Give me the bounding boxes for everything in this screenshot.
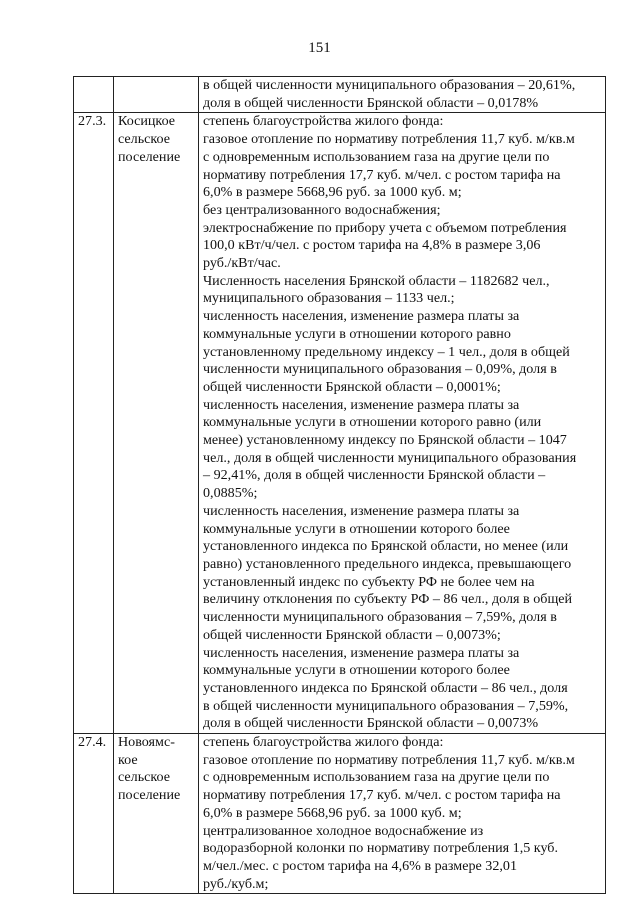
settlement-name-line: сельское bbox=[118, 769, 171, 786]
description-line: численность населения, изменение размера платы за bbox=[203, 308, 520, 325]
description-line: численности муниципального образования – 7,59%, доля в bbox=[203, 609, 557, 626]
description-line: величину отклонения по субъекту РФ – 86 чел., доля в общей bbox=[203, 591, 573, 608]
description-line: установленному предельному индексу – 1 чел., доля в общей bbox=[203, 343, 570, 360]
description-line: равно) установленного предельного индекса, превышающего bbox=[203, 555, 572, 572]
description-line: менее) установленному индексу по Брянской области – 1047 bbox=[203, 432, 567, 449]
description-line: коммунальные услуги в отношении которого равно bbox=[203, 325, 511, 342]
description-line: централизованное холодное водоснабжение из bbox=[203, 822, 484, 839]
description-line: коммунальные услуги в отношении которого более bbox=[203, 520, 510, 537]
description-line: 6,0% в размере 5668,96 руб. за 1000 куб. м; bbox=[203, 804, 462, 821]
description-line: в общей численности муниципального образования – 7,59%, bbox=[203, 697, 569, 714]
description-line: общей численности Брянской области – 0,0001%; bbox=[203, 378, 501, 395]
description-line: установленный индекс по субъекту РФ не более чем на bbox=[203, 573, 535, 590]
description-line: газовое отопление по нормативу потребления 11,7 куб. м/кв.м bbox=[203, 131, 575, 148]
description-line: электроснабжение по прибору учета с объемом потребления bbox=[203, 219, 567, 236]
table-body bbox=[74, 77, 606, 894]
description-line: газовое отопление по нормативу потребления 11,7 куб. м/кв.м bbox=[203, 751, 575, 768]
settlement-name-line: поселение bbox=[118, 148, 181, 165]
description-line: коммунальные услуги в отношении которого более bbox=[203, 662, 510, 679]
settlement-name-line: поселение bbox=[118, 787, 181, 804]
description-line: – 92,41%, доля в общей численности Брянской области – bbox=[203, 467, 546, 484]
description-line: 0,0885%; bbox=[203, 485, 258, 502]
settlement-name-cell bbox=[114, 734, 199, 894]
description-line: доля в общей численности Брянской области – 0,0073% bbox=[203, 715, 539, 732]
row-number: 27.4. bbox=[78, 734, 107, 751]
description-line: доля в общей численности Брянской области – 0,0178% bbox=[203, 94, 539, 111]
description-line: численность населения, изменение размера платы за bbox=[203, 396, 520, 413]
description-line: численность населения, изменение размера платы за bbox=[203, 644, 520, 661]
settlement-name-line: Новоямс- bbox=[118, 734, 175, 751]
description-line: с одновременным использованием газа на другие цели по bbox=[203, 769, 550, 786]
description-line: коммунальные услуги в отношении которого равно (или bbox=[203, 414, 542, 431]
description-line: водоразборной колонки по нормативу потребления 1,5 куб. bbox=[203, 840, 559, 857]
description-line: нормативу потребления 17,7 куб. м/чел. с ростом тарифа на bbox=[203, 166, 561, 183]
description-line: м/чел./мес. с ростом тарифа на 4,6% в размере 32,01 bbox=[203, 857, 517, 874]
description-line: без централизованного водоснабжения; bbox=[203, 201, 441, 218]
description-line: руб./куб.м; bbox=[203, 875, 269, 892]
row-number-cell bbox=[74, 77, 114, 113]
row-number-cell bbox=[74, 734, 114, 894]
description-line: степень благоустройства жилого фонда: bbox=[203, 734, 444, 751]
settlement-name-line: кое bbox=[118, 751, 138, 768]
tariff-table bbox=[73, 76, 606, 894]
row-number: 27.3. bbox=[78, 113, 107, 130]
page-number: 151 bbox=[308, 40, 331, 56]
description-line: в общей численности муниципального образования – 20,61%, bbox=[203, 77, 576, 93]
description-line: муниципального образования – 1133 чел.; bbox=[203, 290, 455, 307]
description-line: нормативу потребления 17,7 куб. м/чел. с ростом тарифа на bbox=[203, 787, 561, 804]
row-number-cell bbox=[74, 113, 114, 734]
description-line: Численность населения Брянской области – 1182682 чел., bbox=[203, 272, 550, 289]
settlement-name-line: сельское bbox=[118, 131, 171, 148]
description-line: установленного индекса по Брянской области – 86 чел., доля bbox=[203, 679, 568, 696]
description-cell bbox=[199, 77, 606, 113]
description-line: численность населения, изменение размера платы за bbox=[203, 502, 520, 519]
settlement-name-cell bbox=[114, 113, 199, 734]
description-cell bbox=[199, 113, 606, 734]
description-line: 6,0% в размере 5668,96 руб. за 1000 куб. м; bbox=[203, 184, 462, 201]
settlement-name-line: Косицкое bbox=[118, 113, 176, 130]
description-line: 100,0 кВт/ч/чел. с ростом тарифа на 4,8% в размере 3,06 bbox=[203, 237, 541, 254]
description-line: с одновременным использованием газа на другие цели по bbox=[203, 148, 550, 165]
description-line: степень благоустройства жилого фонда: bbox=[203, 113, 444, 130]
table-row bbox=[74, 77, 606, 113]
description-line: чел., доля в общей численности муниципального образования bbox=[203, 449, 577, 466]
table-row bbox=[74, 113, 606, 734]
description-line: общей численности Брянской области – 0,0073%; bbox=[203, 626, 501, 643]
scan-mark bbox=[530, 878, 554, 890]
description-line: установленного индекса по Брянской области, но менее (или bbox=[203, 538, 569, 555]
description-line: численности муниципального образования – 0,09%, доля в bbox=[203, 361, 557, 378]
settlement-name-cell bbox=[114, 77, 199, 113]
table-row bbox=[74, 734, 606, 894]
description-cell bbox=[199, 734, 606, 894]
description-line: руб./кВт/час. bbox=[203, 255, 281, 272]
